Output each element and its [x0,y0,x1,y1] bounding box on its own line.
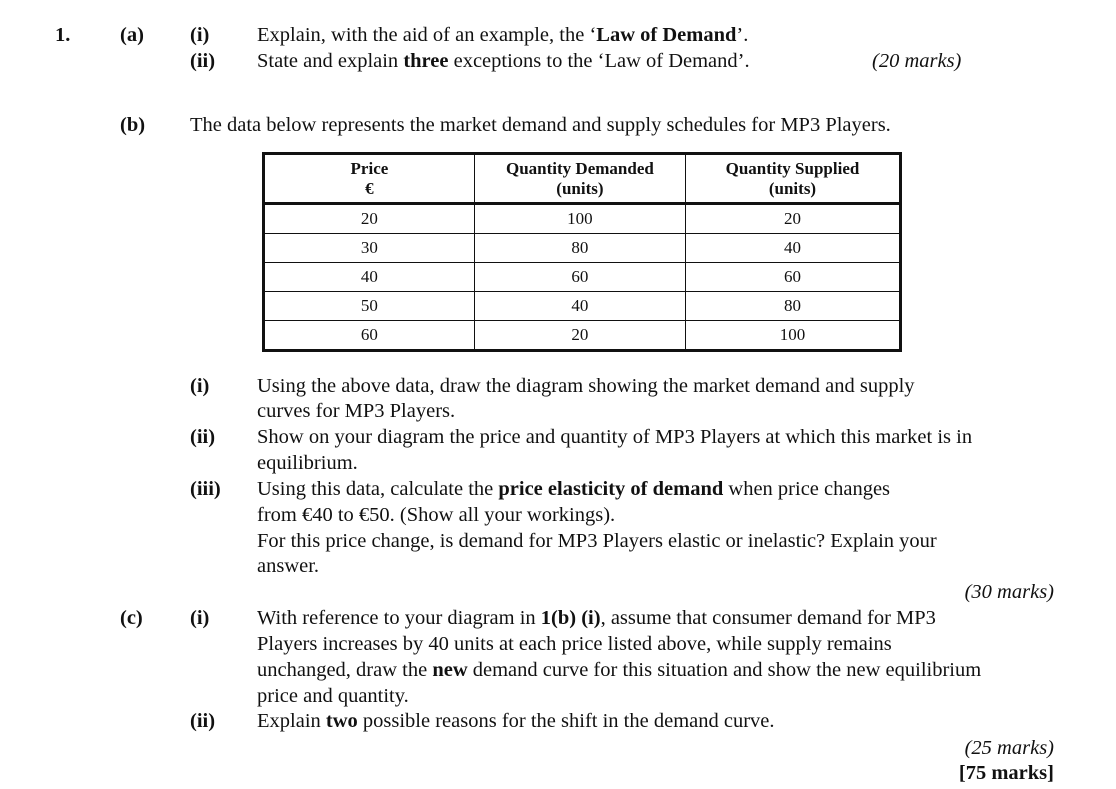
table-cell-price: 50 [264,292,475,321]
part-c-i-line3-post: demand curve for this situation and show the new equilibrium [467,659,982,681]
table-header-row [264,154,901,204]
part-c-i-line1-bold: 1(b) (i) [540,607,601,629]
part-b-iii-line2: from €40 to €50. (Show all your workings). [257,504,616,526]
schedule-table [262,152,902,352]
part-b-i-line1: Using the above data, draw the diagram showing the market demand and supply [257,375,915,397]
table-cell-demanded: 100 [474,204,685,234]
table-cell-demanded: 80 [474,234,685,263]
part-c-ii-text-post: possible reasons for the shift in the demand curve. [357,710,775,732]
table-cell-price: 30 [264,234,475,263]
part-b-i-line2: curves for MP3 Players. [257,400,456,422]
part-b-iii-line3: For this price change, is demand for MP3 Players elastic or inelastic? Explain your [257,530,937,552]
part-c-marks: (25 marks) [964,737,1054,759]
table-cell-supplied: 100 [685,321,900,351]
header-quantity-demanded [474,154,685,204]
part-a-ii-text-bold: three [403,50,449,72]
part-c-label: (c) [120,607,143,629]
part-c-i-line4: price and quantity. [257,685,409,707]
part-b-iii-label: (iii) [190,478,221,500]
part-b-i-label: (i) [190,375,210,397]
part-c-ii-text-pre: Explain [257,710,326,732]
table-cell-supplied: 60 [685,263,900,292]
part-b-marks: (30 marks) [964,581,1054,603]
part-a-marks: (20 marks) [872,50,962,72]
part-c-i-line1-post: , assume that consumer demand for MP3 [600,607,936,629]
header-qs-line2: (units) [768,178,817,198]
part-a-i-label: (i) [190,24,210,46]
part-a-i-text-pre: Explain, with the aid of an example, the ‘ [257,24,597,46]
table-cell-supplied: 40 [685,234,900,263]
table-row [264,321,901,351]
header-qs-line1: Quantity Supplied [725,158,860,178]
table-cell-demanded: 60 [474,263,685,292]
part-c-i-label: (i) [190,607,210,629]
part-a-ii-text-post: exceptions to the ‘Law of Demand’. [448,50,750,72]
header-qd-line2: (units) [556,178,604,198]
table-row [264,263,901,292]
part-c-ii-label: (ii) [190,710,216,732]
part-b-iii-line4: answer. [257,555,320,577]
part-c-i-line1-pre: With reference to your diagram in [257,607,541,629]
table-row [264,204,901,234]
part-c-ii-text-bold: two [325,710,358,732]
part-c-i-line3-bold: new [432,659,468,681]
part-a-i-text [257,22,748,48]
header-price-line1: Price [350,158,389,178]
part-b-iii-line1-post: when price changes [723,478,891,500]
table-cell-demanded: 40 [474,292,685,321]
part-b-intro: The data below represents the market demand and supply schedules for MP3 Players. [190,114,891,136]
header-quantity-supplied [685,154,900,204]
table-cell-supplied: 80 [685,292,900,321]
part-a-i-text-bold: Law of Demand [596,24,737,46]
part-a-i-text-post: ’. [736,24,749,46]
part-b-iii-line1-pre: Using this data, calculate the [257,478,499,500]
part-c-ii-text [257,708,775,734]
part-c-i-line1 [257,605,936,631]
header-price-line2: € [365,178,374,198]
table-row [264,234,901,263]
table-cell-price: 20 [264,204,475,234]
part-b-iii-line1-bold: price elasticity of demand [498,478,724,500]
part-a-ii-text-pre: State and explain [257,50,404,72]
question-number: 1. [55,24,71,46]
table-row [264,292,901,321]
part-b-ii-line1: Show on your diagram the price and quantity of MP3 Players at which this market is in [257,426,973,448]
part-b-ii-label: (ii) [190,426,216,448]
table-cell-price: 60 [264,321,475,351]
table-cell-supplied: 20 [685,204,900,234]
header-price [264,154,475,204]
part-c-i-line2: Players increases by 40 units at each price listed above, while supply remains [257,633,892,655]
table-cell-demanded: 20 [474,321,685,351]
part-b-iii-line1 [257,476,890,502]
total-marks: [75 marks] [958,762,1054,784]
part-b-label: (b) [120,114,146,136]
table-cell-price: 40 [264,263,475,292]
part-c-i-line3 [257,657,981,683]
part-c-i-line3-pre: unchanged, draw the [257,659,433,681]
part-a-label: (a) [120,24,144,46]
part-a-ii-label: (ii) [190,50,216,72]
part-a-ii-text [257,48,750,74]
header-qd-line1: Quantity Demanded [506,158,654,178]
part-b-ii-line2: equilibrium. [257,452,358,474]
